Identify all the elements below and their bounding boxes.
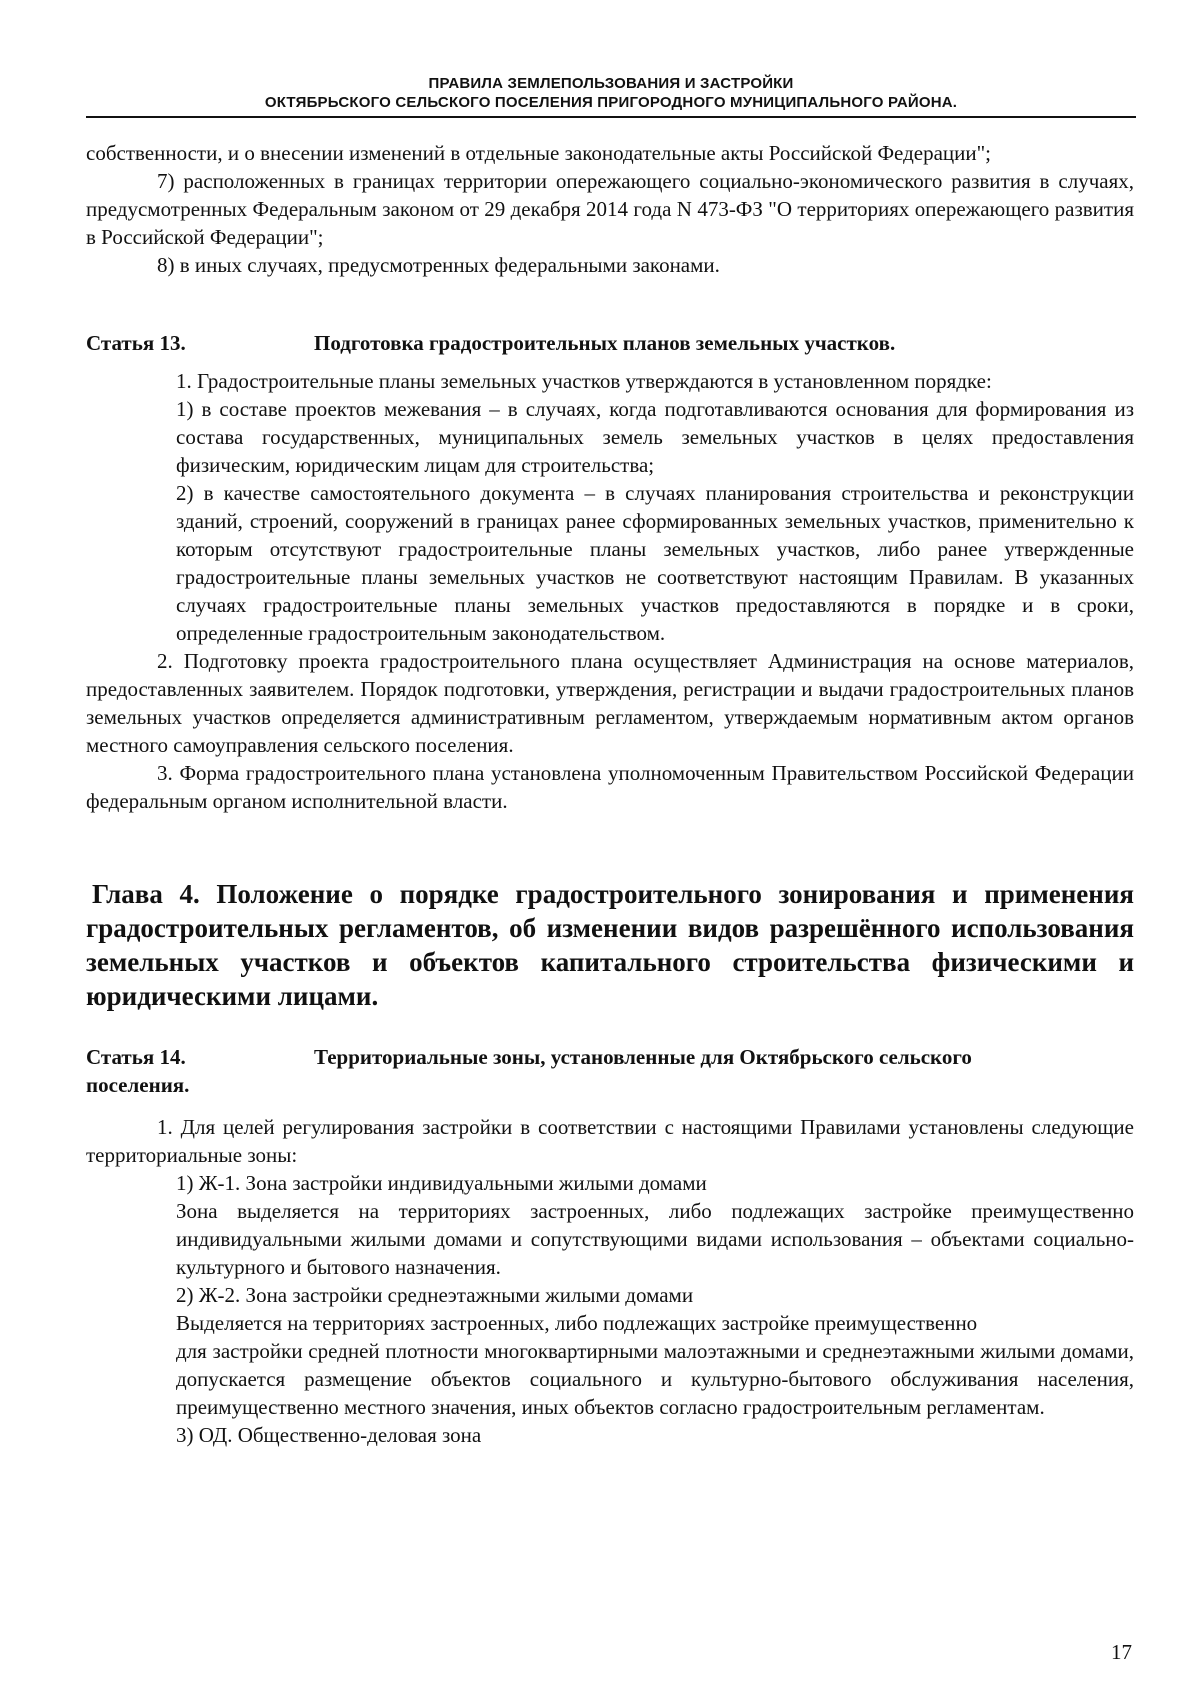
running-header-line-1: ПРАВИЛА ЗЕМЛЕПОЛЬЗОВАНИЯ И ЗАСТРОЙКИ <box>428 75 794 92</box>
running-header-line-2: ОКТЯБРЬСКОГО СЕЛЬСКОГО ПОСЕЛЕНИЯ ПРИГОРОДНОГО МУНИЦИПАЛЬНОГО РАЙОНА. <box>264 94 958 111</box>
zone-zh1-title: 1) Ж-1. Зона застройки индивидуальными жилыми домами <box>176 1171 707 1195</box>
article-14-title-part-1: Территориальные зоны, установленные для Октябрьского сельского <box>314 1045 972 1069</box>
article-14-number: Статья 14. <box>86 1045 186 1069</box>
zone-zh1-description: Зона выделяется на территориях застроенных, либо подлежащих застройке преимущественно индивидуальными жилыми домами и сопутствующими видами использования – объектами социально-культурного и бытового назначения. <box>176 1199 1134 1279</box>
running-header <box>86 74 1136 112</box>
zone-zh2-description: для застройки средней плотности многоквартирными малоэтажными и среднеэтажными жилыми домами, допускается размещение объектов социального и культурно-бытового обслуживания населения, преимущественно местного значения, иных объектов согласно градостроительным регламентам. <box>176 1339 1134 1419</box>
article-13-clause-2: 2. Подготовку проекта градостроительного плана осуществляет Администрация на основе материалов, предоставленных заявителем. Порядок подготовки, утверждения, регистрации и выдачи градостроительных планов земельных участков определяется административным регламентом, утверждаемым нормативным актом органов местного самоуправления сельского поселения. <box>86 649 1134 757</box>
article-13-number: Статья 13. <box>86 331 186 355</box>
article-13-title: Подготовка градостроительных планов земельных участков. <box>314 331 896 355</box>
article-13-clause-3: 3. Форма градостроительного плана установлена уполномоченным Правительством Российской Федерации федеральным органом исполнительной власти. <box>86 761 1134 813</box>
article-14-heading <box>86 1043 1134 1099</box>
page-number: 17 <box>1111 1640 1132 1664</box>
article-14-title-part-2: поселения. <box>86 1073 190 1097</box>
article-14-clause-1: 1. Для целей регулирования застройки в соответствии с настоящими Правилами установлены следующие территориальные зоны: <box>86 1115 1134 1167</box>
list-item-8: 8) в иных случаях, предусмотренных федеральными законами. <box>157 253 720 277</box>
article-13-heading <box>86 329 1134 357</box>
article-13-clause-1-2: 2) в качестве самостоятельного документа – в случаях планирования строительства и реконструкции зданий, строений, сооружений в границах ранее сформированных земельных участков, применительно к которым отсутствуют градостроительные планы земельных участков, либо ранее утвержденные градостроительные планы земельных участков не соответствуют настоящим Правилам. В указанных случаях градостроительные планы земельных участков предоставляются в порядке и в сроки, определенные градостроительным законодательством. <box>176 481 1134 645</box>
header-rule <box>86 116 1136 118</box>
chapter-4-title: Глава 4. Положение о порядке градостроительного зонирования и применения градостроительных регламентов, об изменении видов разрешённого использования земельных участков и объектов капитального строительства физическими и юридическими лицами. <box>86 879 1134 1011</box>
article-13-clause-1-1: 1) в составе проектов межевания – в случаях, когда подготавливаются основания для формирования из состава государственных, муниципальных земель земельных участков в целях предоставления физическим, юридическим лицам для строительства; <box>176 397 1134 477</box>
list-item-7: 7) расположенных в границах территории опережающего социально-экономического развития в случаях, предусмотренных Федеральным законом от 29 декабря 2014 года N 473-ФЗ "О территориях опережающего развития в Российской Федерации"; <box>86 169 1134 249</box>
article-13-clause-1: 1. Градостроительные планы земельных участков утверждаются в установленном порядке: <box>176 369 992 393</box>
zone-zh2-title: 2) Ж-2. Зона застройки среднеэтажными жилыми домами <box>176 1283 694 1307</box>
page-body <box>86 139 1134 1449</box>
zone-zh2-description-line-1: Выделяется на территориях застроенных, либо подлежащих застройке преимущественно <box>176 1311 978 1335</box>
zone-od-title: 3) ОД. Общественно-деловая зона <box>176 1423 482 1447</box>
paragraph-continuation: собственности, и о внесении изменений в отдельные законодательные акты Российской Федерации"; <box>86 141 992 165</box>
